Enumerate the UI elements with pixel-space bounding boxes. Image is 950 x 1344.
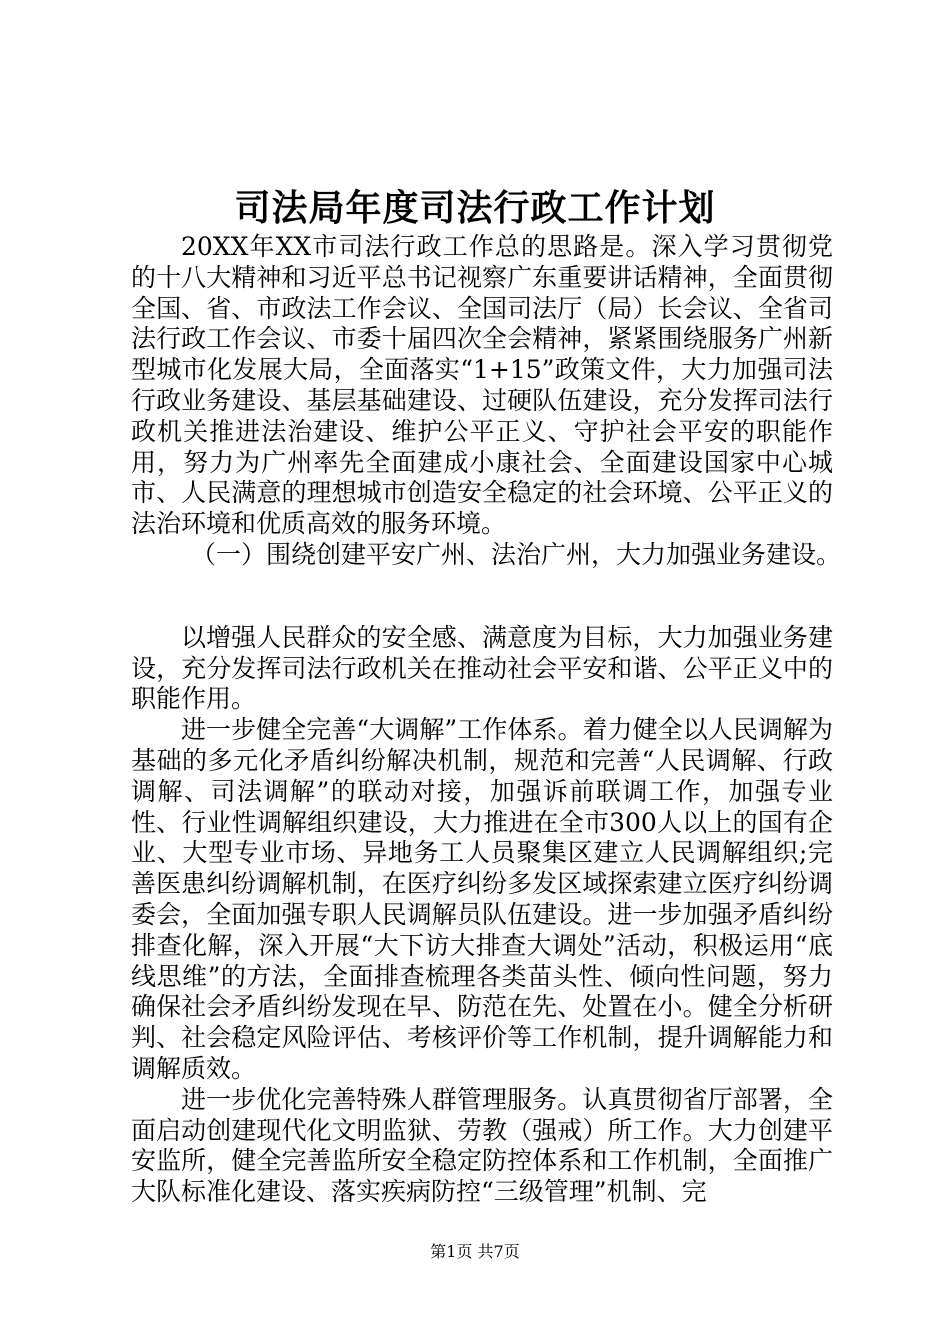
page-footer: 第1页 共7页 bbox=[430, 1242, 520, 1261]
paragraph-special-population: 进一步优化完善特殊人群管理服务。认真贯彻省厅部署，全面启动创建现代化文明监狱、劳教（强戒）所工作。大力创建平安监所，健全完善监所安全稳定防控体系和工作机制，全面推广大队标准化建设、落实疾病防控“三级管理”机制、完 bbox=[131, 1084, 833, 1207]
paragraph-gap bbox=[131, 571, 833, 623]
document-body bbox=[131, 232, 842, 1208]
paragraph-business-building: 以增强人民群众的安全感、满意度为目标，大力加强业务建设，充分发挥司法行政机关在推动社会平安和谐、公平正义中的职能作用。 bbox=[131, 622, 833, 714]
paragraph-overview: 20XX年XX市司法行政工作总的思路是。深入学习贯彻党的十八大精神和习近平总书记视察广东重要讲话精神，全面贯彻全国、省、市政法工作会议、全国司法厅（局）长会议、全省司法行政工作会议、市委十届四次全会精神，紧紧围绕服务广州新型城市化发展大局，全面落实“1+15”政策文件，大力加强司法行政业务建设、基层基础建设、过硬队伍建设，充分发挥司法行政机关推进法治建设、维护公平正义、守护社会平安的职能作用，努力为广州率先全面建成小康社会、全面建设国家中心城市、人民满意的理想城市创造安全稳定的社会环境、公平正义的法治环境和优质高效的服务环境。 bbox=[131, 232, 833, 539]
paragraph-mediation-system: 进一步健全完善“大调解”工作体系。着力健全以人民调解为基础的多元化矛盾纠纷解决机制，规范和完善“人民调解、行政调解、司法调解”的联动对接，加强诉前联调工作，加强专业性、行业性调解组织建设，大力推进在全市300人以上的国有企业、大型专业市场、异地务工人员聚集区建立人民调解组织;完善医患纠纷调解机制，在医疗纠纷多发区域探索建立医疗纠纷调委会，全面加强专职人民调解员队伍建设。进一步加强矛盾纠纷排查化解，深入开展“大下访大排查大调处”活动，积极运用“底线思维”的方法，全面排查梳理各类苗头性、倾向性问题，努力确保社会矛盾纠纷发现在早、防范在先、处置在小。健全分析研判、社会稳定风险评估、考核评价等工作机制，提升调解能力和调解质效。 bbox=[131, 715, 833, 1083]
section-heading-1: （一）围绕创建平安广州、法治广州，大力加强业务建设。 bbox=[191, 539, 842, 569]
document-title: 司法局年度司法行政工作计划 bbox=[234, 187, 716, 229]
